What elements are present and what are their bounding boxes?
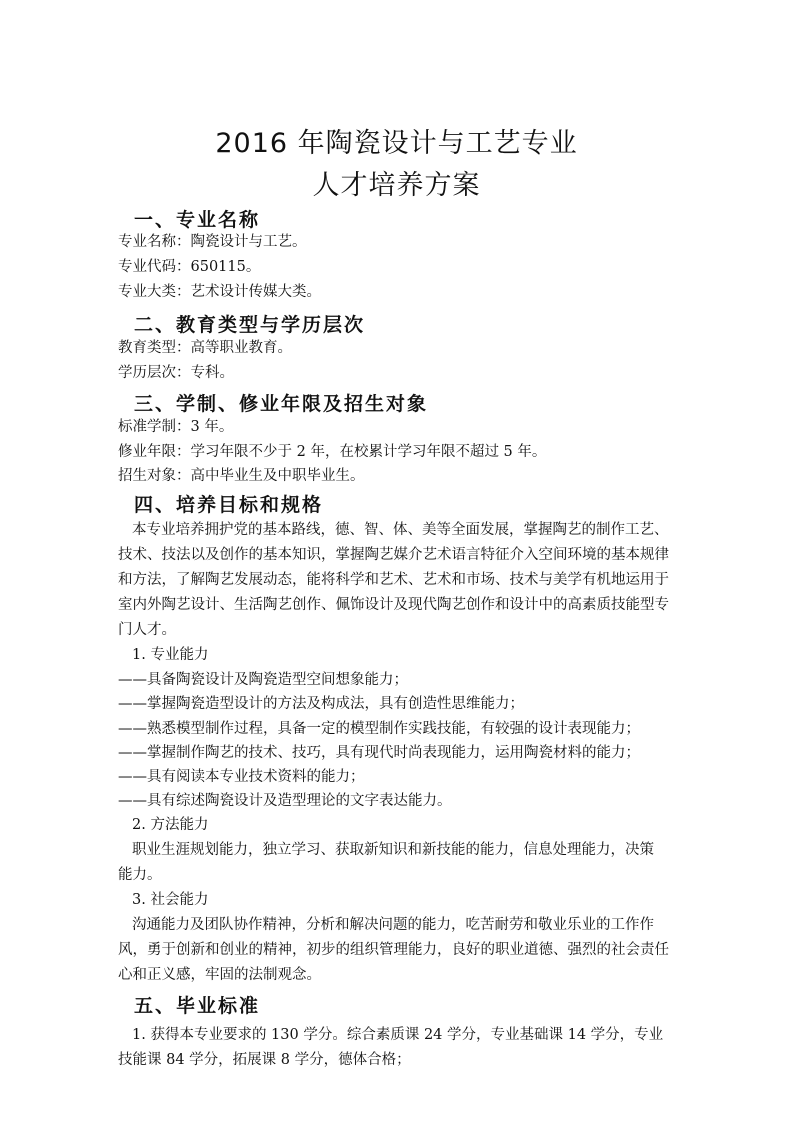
social-ability-text: 沟通能力及团队协作精神，分析和解决问题的能力，吃苦耐劳和敬业乐业的工作作 <box>132 917 654 933</box>
document-title-line2: 人才培养方案 <box>312 170 481 201</box>
section4-heading: 四、培养目标和规格 <box>134 494 324 516</box>
social-ability-text: 心和正义感，牢固的法制观念。 <box>118 967 321 983</box>
study-period-field: 修业年限：学习年限不少于 2 年，在校累计学习年限不超过 5 年。 <box>118 444 547 460</box>
training-goal-paragraph: 技术、技法以及创作的基本知识，掌握陶艺媒介艺术语言特征介入空间环境的基本规律 <box>118 547 669 563</box>
section1-heading: 一、专业名称 <box>134 209 261 231</box>
training-goal-paragraph: 室内外陶艺设计、生活陶艺创作、佩饰设计及现代陶艺创作和设计中的高素质技能型专 <box>118 597 669 613</box>
social-ability-label: 3. 社会能力 <box>132 892 209 908</box>
training-goal-paragraph: 和方法，了解陶艺发展动态，能将科学和艺术、艺术和市场、技术与美学有机地运用于 <box>118 572 669 588</box>
social-ability-text: 风，勇于创新和创业的精神，初步的组织管理能力，良好的职业道德、强烈的社会责任 <box>118 942 669 958</box>
ability-item: ——具备陶瓷设计及陶瓷造型空间想象能力； <box>118 672 408 688</box>
method-ability-text: 能力。 <box>118 867 162 883</box>
ability-item: ——具有阅读本专业技术资料的能力； <box>118 769 365 785</box>
graduation-requirement: 1. 获得本专业要求的 130 学分。综合素质课 24 学分，专业基础课 14 学分，专业 <box>132 1027 664 1043</box>
standard-duration-field: 标准学制：3 年。 <box>118 419 234 435</box>
ability-item: ——具有综述陶瓷设计及造型理论的文字表达能力。 <box>118 793 452 809</box>
method-ability-label: 2. 方法能力 <box>132 817 209 833</box>
enrollment-target-field: 招生对象：高中毕业生及中职毕业生。 <box>118 468 365 484</box>
major-category-field: 专业大类：艺术设计传媒大类。 <box>118 284 321 300</box>
ability-item: ——掌握陶瓷造型设计的方法及构成法，具有创造性思维能力； <box>118 696 524 712</box>
professional-ability-label: 1. 专业能力 <box>132 647 209 663</box>
graduation-requirement: 技能课 84 学分，拓展课 8 学分，德体合格； <box>118 1052 411 1068</box>
ability-item: ——熟悉模型制作过程，具备一定的模型制作实践技能，有较强的设计表现能力； <box>118 721 640 737</box>
ability-item: ——掌握制作陶艺的技术、技巧，具有现代时尚表现能力，运用陶瓷材料的能力； <box>118 745 640 761</box>
section5-heading: 五、毕业标准 <box>134 995 261 1017</box>
section2-heading: 二、教育类型与学历层次 <box>134 314 366 336</box>
education-level-field: 学历层次：专科。 <box>118 365 234 381</box>
major-code-field: 专业代码：650115。 <box>118 259 261 275</box>
training-goal-paragraph: 门人才。 <box>118 622 176 638</box>
education-type-field: 教育类型：高等职业教育。 <box>118 340 292 356</box>
training-goal-paragraph: 本专业培养拥护党的基本路线，德、智、体、美等全面发展，掌握陶艺的制作工艺、 <box>132 522 669 538</box>
method-ability-text: 职业生涯规划能力，独立学习、获取新知识和新技能的能力，信息处理能力，决策 <box>132 842 654 858</box>
section3-heading: 三、学制、修业年限及招生对象 <box>134 393 429 415</box>
document-title-line1: 2016 年陶瓷设计与工艺专业 <box>215 128 578 159</box>
major-name-field: 专业名称：陶瓷设计与工艺。 <box>118 234 307 250</box>
